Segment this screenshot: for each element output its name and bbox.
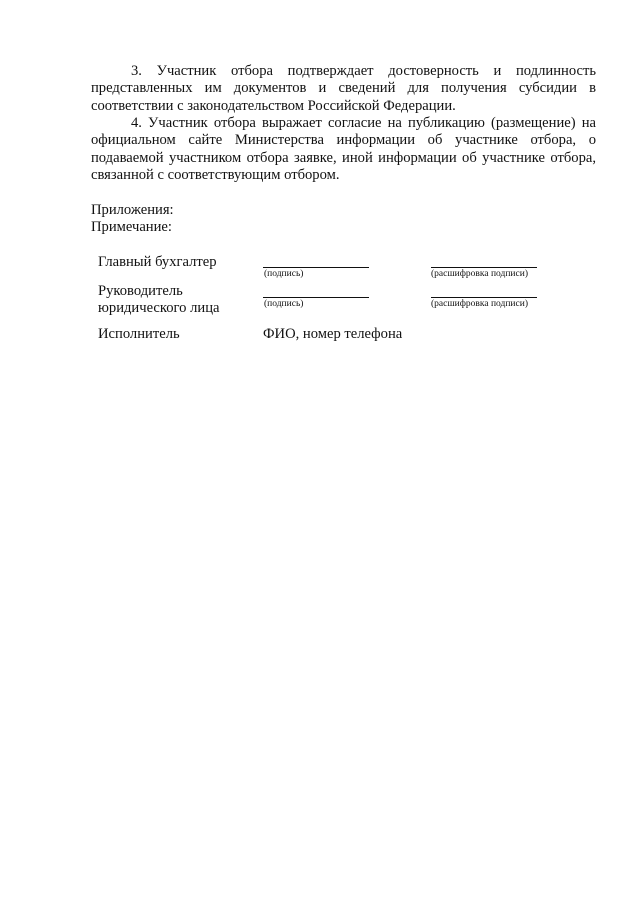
head-label-line1: Руководитель xyxy=(98,283,183,299)
chief-accountant-label: Главный бухгалтер xyxy=(98,254,217,270)
head-signature-caption: (подпись) xyxy=(264,299,304,309)
note-label: Примечание: xyxy=(91,219,172,235)
chief-accountant-decoding-caption: (расшифровка подписи) xyxy=(431,269,528,279)
chief-accountant-signature-caption: (подпись) xyxy=(264,269,304,279)
chief-accountant-signature-line xyxy=(263,267,369,268)
head-decoding-line xyxy=(431,297,537,298)
head-signature-line xyxy=(263,297,369,298)
executor-label: Исполнитель xyxy=(98,326,180,342)
attachments-label: Приложения: xyxy=(91,202,174,218)
paragraph-4: 4. Участник отбора выражает согласие на публикацию (размещение) на официальном сайте Министерства информации об участнике отбора, о подаваемой участником отбора заявке, иной информации об участнике отбора, связанной с соответствующим отбором. xyxy=(91,115,596,184)
head-label-line2: юридического лица xyxy=(98,300,220,316)
executor-value: ФИО, номер телефона xyxy=(263,326,403,342)
paragraph-3: 3. Участник отбора подтверждает достоверность и подлинность представленных им документов и сведений для получения субсидии в соответствии с законодательством Российской Федерации. xyxy=(91,63,596,114)
head-decoding-caption: (расшифровка подписи) xyxy=(431,299,528,309)
chief-accountant-decoding-line xyxy=(431,267,537,268)
